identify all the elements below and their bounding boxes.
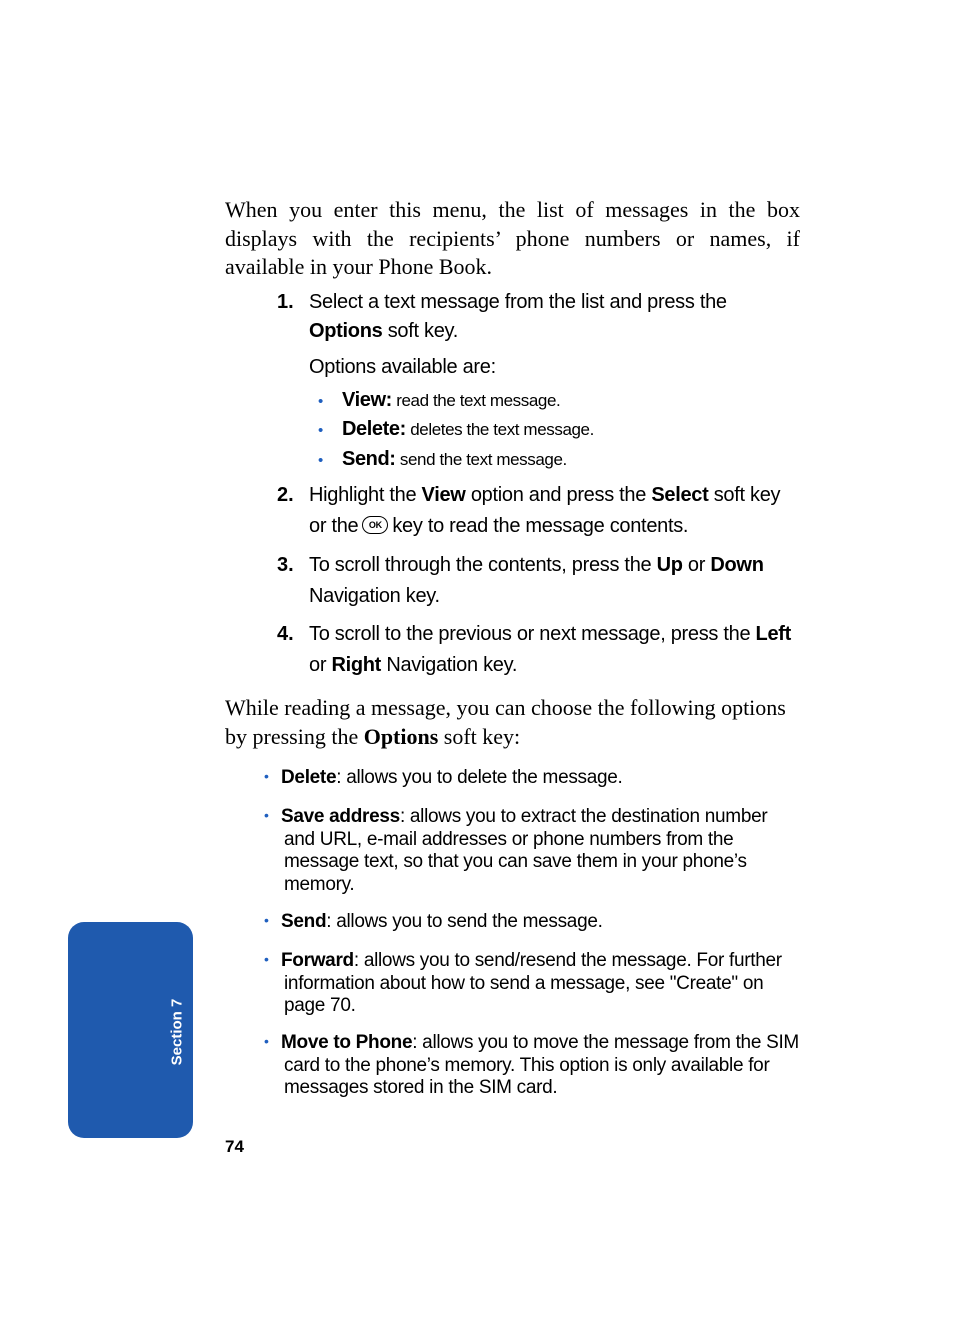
step-text: Select a text message from the list and press the xyxy=(309,291,727,313)
step-number: 3. xyxy=(277,554,294,576)
list-item: Send: allows you to send the message. xyxy=(281,911,603,932)
option-item: Send: send the text message. xyxy=(342,448,567,470)
ok-key-icon: OK xyxy=(362,516,388,534)
bullet-icon: • xyxy=(264,951,269,967)
step-text: Options soft key. xyxy=(309,320,458,342)
step-text: or Right Navigation key. xyxy=(309,654,518,676)
section-label: Section 7 xyxy=(168,998,186,1066)
bullet-icon: • xyxy=(318,452,324,469)
bullet-icon: • xyxy=(318,422,324,439)
step-number: 1. xyxy=(277,291,294,313)
options-intro: Options available are: xyxy=(309,356,496,378)
bullet-icon: • xyxy=(264,1033,269,1049)
bullet-icon: • xyxy=(264,768,269,784)
option-item: View: read the text message. xyxy=(342,389,561,411)
list-item: Save address: allows you to extract the destination number and URL, e-mail addresses or phone numbers from the message text, so that you can save them in your phone’s memory. xyxy=(281,806,768,895)
list-item: Forward: allows you to send/resend the message. For further information about how to send a message, see "Create" on page 70. xyxy=(281,950,782,1016)
page-number: 74 xyxy=(225,1137,244,1156)
bullet-icon: • xyxy=(318,393,324,410)
bullet-icon: • xyxy=(264,912,269,928)
list-item: Move to Phone: allows you to move the message from the SIM card to the phone’s memory. This option is only available for messages stored in the SIM card. xyxy=(281,1032,799,1098)
step-text: Navigation key. xyxy=(309,585,440,607)
step-number: 4. xyxy=(277,623,294,645)
option-item: Delete: deletes the text message. xyxy=(342,418,594,440)
step-text: or the OK key to read the message contents. xyxy=(309,515,689,537)
intro-paragraph: When you enter this menu, the list of messages in the box displays with the recipients’ phone numbers or names, if available in your Phone Book. xyxy=(225,197,800,279)
step-text: Highlight the View option and press the Select soft key xyxy=(309,484,781,506)
options-paragraph: While reading a message, you can choose the following options by pressing the Options soft key: xyxy=(225,695,786,749)
list-item: Delete: allows you to delete the message. xyxy=(281,767,623,788)
step-text: To scroll through the contents, press the Up or Down xyxy=(309,554,764,576)
bullet-icon: • xyxy=(264,807,269,823)
step-number: 2. xyxy=(277,484,294,506)
step-text: To scroll to the previous or next message, press the Left xyxy=(309,623,792,645)
